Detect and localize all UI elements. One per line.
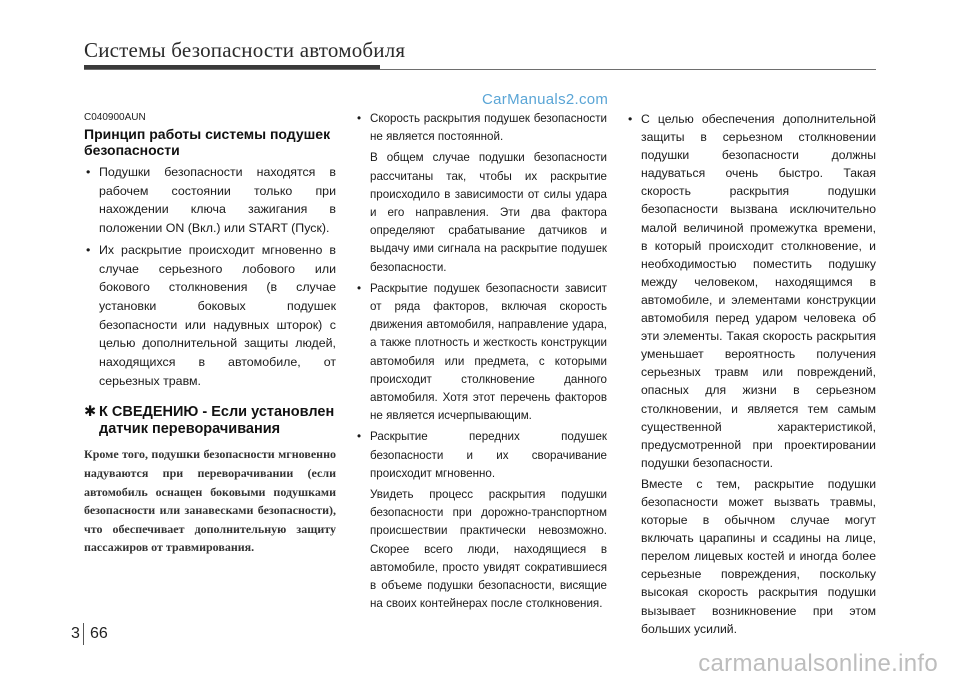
list-item-text: Раскрытие подушек безопасности зависит от ряда факторов, включая скорость движения автомобиля, направление удара, а также плотность и жесткость конструкции автомобиля или предмета, с которыми происходит столкновение данного автомобиля. Хотя этот перечень факторов не является исчерпывающим. bbox=[370, 281, 607, 423]
notice-body: Кроме того, подушки безопасности мгновенно надуваются при переворачивании (если автомобиль оснащен боковыми подушками безопасности или занавесками безопасности), что обеспечивает дополнительную защиту пассажиров от травмирования. bbox=[84, 447, 336, 555]
page-number: 66 bbox=[90, 625, 108, 642]
bullet-icon: • bbox=[86, 242, 91, 257]
star-icon: ✱ bbox=[84, 404, 97, 421]
list-item-text: Их раскрытие происходит мгновенно в случае серьезного лобового или бокового столкновения (в случае установки боковых подушек безопасности или надувных шторок) с целью дополнительной защиты людей, находящихся в автомобиле, от серьезных травм. bbox=[99, 242, 336, 388]
bullet-icon: • bbox=[86, 165, 91, 179]
section-number: 3 bbox=[71, 625, 80, 642]
notice-title bbox=[84, 404, 336, 438]
watermark-bottom: carmanualsonline.info bbox=[698, 650, 938, 677]
list-item bbox=[355, 280, 607, 426]
section-code: C040900AUN bbox=[84, 112, 146, 123]
list-item-text: С целью обеспечения дополнительной защиты в серьезном столкновении подушки безопасности должны надуваться очень быстро. Такая скорость раскрытия подушки безопасности вызвана исключительно малой величиной промежутка времени, в который происходит столкновение, и необходимостью поместить подушку между человеком, находящимся в автомобиле, и элементами конструкции автомобиля перед ударом человека об эти элементы. Такая скорость раскрытия уменьшает вероятность получения серьезных травм или повреждений, опасных для жизни в серьезном столкновении, и является тем самым существенной характеристикой, предусмотренной при проектировании подушки безопасности. bbox=[641, 112, 876, 470]
bullet-icon: • bbox=[628, 112, 633, 126]
bullet-icon: • bbox=[357, 112, 362, 125]
bullet-icon: • bbox=[357, 430, 362, 444]
list-item-text: Скорость раскрытия подушек безопасности не является постоянной. bbox=[370, 112, 607, 144]
notice-title-text: К СВЕДЕНИЮ - Если установлен датчик переворачивания bbox=[99, 404, 335, 438]
list-item bbox=[626, 110, 876, 472]
list-item bbox=[84, 163, 336, 238]
list-item-text: Раскрытие передних подушек безопасности и их сворачивание происходит мгновенно. bbox=[370, 430, 607, 480]
column-middle bbox=[355, 110, 607, 616]
column-left bbox=[84, 112, 336, 557]
header-rule bbox=[84, 69, 876, 70]
list-item bbox=[355, 110, 607, 146]
bullet-icon: • bbox=[357, 281, 362, 295]
paragraph: Увидеть процесс раскрытия подушки безопасности при дорожно-транспортном происшествии практически невозможно. Скорее всего люди, находящиеся в автомобиле, просто увидят сократившиеся в объеме подушки безопасности, висящие на своих контейнерах после столкновения. bbox=[370, 488, 607, 611]
page-header-title: Системы безопасности автомобиля bbox=[84, 38, 406, 62]
section-heading: Принцип работы системы подушек безопасности bbox=[84, 126, 331, 158]
list-item bbox=[355, 428, 607, 483]
list-item-text: Подушки безопасности находятся в рабочем состоянии только при нахождении ключа зажигания в положении ON (Вкл.) или START (Пуск). bbox=[99, 165, 336, 236]
page-number-divider bbox=[83, 623, 84, 645]
paragraph: Вместе с тем, раскрытие подушки безопасности может вызвать травмы, которые в обычном случае могут включать царапины и ссадины на лице, перелом лицевых костей и иногда более серьезные повреждения, поскольку высокая скорость раскрытия подушки вызывает возникновение при этом больших усилий. bbox=[641, 476, 876, 636]
watermark-top: CarManuals2.com bbox=[482, 91, 609, 108]
column-right bbox=[626, 110, 876, 641]
paragraph: В общем случае подушки безопасности рассчитаны так, чтобы их раскрытие происходило в зависимости от силы удара и его направления. Эти два фактора определяют срабатывание датчиков и выдачу ими сигнала на раскрытие подушек безопасности. bbox=[370, 151, 607, 274]
list-item bbox=[84, 241, 336, 391]
